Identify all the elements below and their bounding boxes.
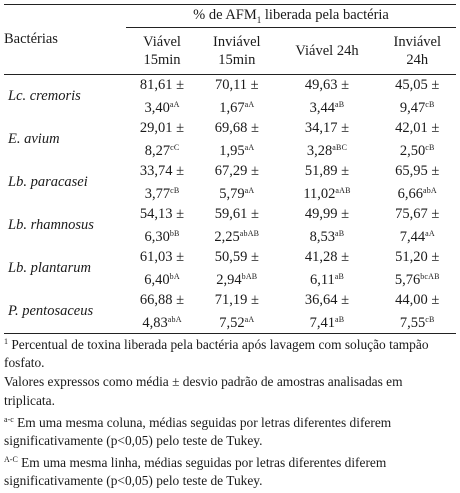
- mean-cell: 54,13 ±: [139, 206, 185, 222]
- mean-cell: 45,05 ±: [395, 77, 440, 93]
- significance-letters: aB: [335, 100, 345, 109]
- sd-value: 3,77: [144, 186, 171, 202]
- sd-value: 1,67: [219, 100, 245, 116]
- sd-value: 7,41: [309, 315, 336, 331]
- significance-letters: aB: [335, 315, 345, 324]
- mean-cell: 51,89 ±: [304, 163, 350, 179]
- sd-value: 3,28: [306, 143, 333, 159]
- mean-cell: 69,68 ±: [214, 120, 259, 136]
- column-header-line-2: 15min: [143, 52, 181, 68]
- sd-value: 7,44: [399, 229, 426, 245]
- significance-letters: aBC: [332, 143, 348, 152]
- significance-letters: aAB: [335, 186, 351, 195]
- table-row: [4, 247, 456, 267]
- bacteria-name: Lb. plantarum: [8, 260, 91, 276]
- mean-cell: 59,61 ±: [214, 206, 259, 222]
- mean-cell: 42,01 ±: [395, 120, 440, 136]
- bacteria-name: E. avium: [8, 131, 60, 147]
- note-1: [4, 333, 456, 372]
- mean-cell: 41,28 ±: [304, 249, 350, 265]
- table-row: [4, 75, 456, 96]
- results-table: [4, 4, 456, 334]
- sd-value: 11,02: [303, 186, 336, 202]
- sd-value: 4,83: [142, 315, 168, 331]
- mean-cell: 70,11 ±: [214, 77, 259, 93]
- note-2: [4, 373, 456, 409]
- mean-cell: 67,29 ±: [214, 163, 259, 179]
- sd-value: 5,79: [219, 186, 245, 202]
- note-4-text: Em uma mesma linha, médias seguidas por letras diferentes diferem significativamente (p<0,05) pelo teste de Tukey.: [4, 455, 387, 489]
- sd-cell: [378, 181, 456, 204]
- sd-value: 7,55: [399, 315, 426, 331]
- column-header-label: [213, 33, 261, 69]
- significance-letters: aA: [244, 143, 255, 152]
- sd-cell: [378, 138, 456, 161]
- mean-cell: 75,67 ±: [395, 206, 440, 222]
- table-row: [4, 290, 456, 310]
- sd-cell: [126, 95, 198, 118]
- significance-letters: cC: [170, 143, 180, 152]
- significance-letters: aB: [334, 272, 345, 281]
- row-header: Bactérias: [4, 31, 58, 47]
- sd-cell: [198, 224, 275, 247]
- column-header: [126, 28, 198, 75]
- bacteria-name: Lc. cremoris: [8, 88, 81, 104]
- significance-letters: aB: [335, 229, 345, 238]
- note-2-text: Valores expressos como média ± desvio padrão de amostras analisadas em triplicata.: [4, 374, 403, 408]
- column-header-line-1: Viável 24h: [295, 43, 359, 59]
- column-header-label: [143, 33, 181, 69]
- mean-cell: 66,88 ±: [139, 292, 185, 308]
- column-header-label: [393, 33, 441, 69]
- significance-letters: abAB: [239, 229, 260, 238]
- significance-letters: aA: [244, 315, 255, 324]
- sd-cell: [276, 310, 379, 334]
- note-3-mark: a-c: [4, 414, 14, 424]
- sd-cell: [198, 310, 275, 334]
- group-header: [126, 5, 456, 28]
- significance-letters: cB: [170, 186, 180, 195]
- sd-value: 8,27: [144, 143, 171, 159]
- mean-cell: 44,00 ±: [395, 292, 440, 308]
- sd-value: 5,76: [394, 272, 421, 288]
- mean-cell: 51,20 ±: [395, 249, 440, 265]
- table-notes: [4, 333, 456, 492]
- mean-cell: 29,01 ±: [139, 120, 185, 136]
- column-header-line-1: Inviável: [213, 34, 261, 50]
- column-header-label: [295, 42, 358, 60]
- column-header-line-2: 15min: [218, 52, 256, 68]
- sd-value: 8,53: [309, 229, 336, 245]
- column-header-line-1: Inviável: [393, 34, 441, 50]
- sd-cell: [126, 181, 198, 204]
- note-1-mark: 1: [4, 337, 8, 346]
- sd-value: 6,66: [397, 186, 423, 202]
- bacteria-name: Lb. rhamnosus: [8, 217, 94, 233]
- sd-value: 6,40: [144, 272, 170, 288]
- sd-cell: [276, 224, 379, 247]
- significance-letters: abA: [422, 186, 437, 195]
- column-header: [276, 28, 379, 75]
- sd-cell: [126, 224, 198, 247]
- sd-cell: [198, 138, 275, 161]
- sd-cell: [378, 267, 456, 290]
- significance-letters: bB: [169, 229, 180, 238]
- column-header-line-1: Viável: [143, 34, 181, 50]
- significance-letters: aA: [169, 100, 180, 109]
- note-4-mark: A-C: [4, 455, 18, 465]
- note-3-text: Em uma mesma coluna, médias seguidas por letras diferentes diferem significativamente (p<0,05) pelo teste de Tukey.: [4, 414, 392, 449]
- table-body: [4, 75, 456, 334]
- significance-letters: abA: [167, 315, 182, 324]
- mean-cell: 71,19 ±: [214, 292, 259, 308]
- bacteria-name: P. pentosaceus: [8, 303, 94, 319]
- significance-letters: aA: [244, 186, 255, 195]
- table-row: [4, 204, 456, 224]
- mean-cell: 34,17 ±: [304, 120, 350, 136]
- significance-letters: aA: [425, 229, 435, 238]
- note-3: [4, 411, 456, 450]
- sd-cell: [198, 181, 275, 204]
- sd-cell: [126, 267, 198, 290]
- sd-cell: [126, 138, 198, 161]
- significance-letters: cB: [425, 315, 435, 324]
- significance-letters: aA: [244, 100, 255, 109]
- significance-letters: bAB: [241, 272, 258, 281]
- group-header-prefix: % de AFM: [193, 7, 257, 24]
- mean-cell: 81,61 ±: [139, 77, 185, 93]
- sd-cell: [276, 267, 379, 290]
- sd-cell: [378, 95, 456, 118]
- table-row: [4, 161, 456, 181]
- significance-letters: bA: [169, 272, 180, 281]
- mean-cell: 61,03 ±: [139, 249, 185, 265]
- sd-value: 3,40: [144, 100, 170, 116]
- sd-value: 3,44: [309, 100, 336, 116]
- mean-cell: 49,99 ±: [304, 206, 350, 222]
- sd-cell: [276, 95, 379, 118]
- sd-value: 1,95: [219, 143, 245, 159]
- group-header-suffix: liberada pela bactéria: [261, 7, 389, 24]
- mean-cell: 49,63 ±: [304, 77, 350, 93]
- sd-value: 2,25: [214, 229, 240, 245]
- mean-cell: 65,95 ±: [395, 163, 440, 179]
- sd-value: 6,11: [309, 272, 335, 288]
- note-4: [4, 451, 456, 490]
- significance-letters: bcAB: [420, 272, 440, 281]
- sd-cell: [378, 224, 456, 247]
- column-header-line-2: 24h: [406, 52, 429, 68]
- sd-value: 2,94: [216, 272, 242, 288]
- group-header-sub: 1: [256, 14, 262, 25]
- sd-value: 6,30: [144, 229, 170, 245]
- sd-value: 7,52: [219, 315, 245, 331]
- column-header: [198, 28, 275, 75]
- mean-cell: 33,74 ±: [139, 163, 185, 179]
- sd-cell: [198, 95, 275, 118]
- sd-cell: [276, 138, 379, 161]
- bacteria-name: Lb. paracasei: [8, 174, 88, 190]
- table-row: [4, 118, 456, 138]
- sd-cell: [378, 310, 456, 334]
- sd-value: 9,47: [399, 100, 426, 116]
- significance-letters: cB: [425, 143, 435, 152]
- sd-value: 2,50: [399, 143, 426, 159]
- mean-cell: 50,59 ±: [214, 249, 259, 265]
- sd-cell: [276, 181, 379, 204]
- sd-cell: [198, 267, 275, 290]
- column-header: [378, 28, 456, 75]
- sd-cell: [126, 310, 198, 334]
- mean-cell: 36,64 ±: [304, 292, 350, 308]
- significance-letters: cB: [425, 100, 435, 109]
- note-1-text: Percentual de toxina liberada pela bactéria após lavagem com solução tampão fosfato.: [4, 337, 429, 371]
